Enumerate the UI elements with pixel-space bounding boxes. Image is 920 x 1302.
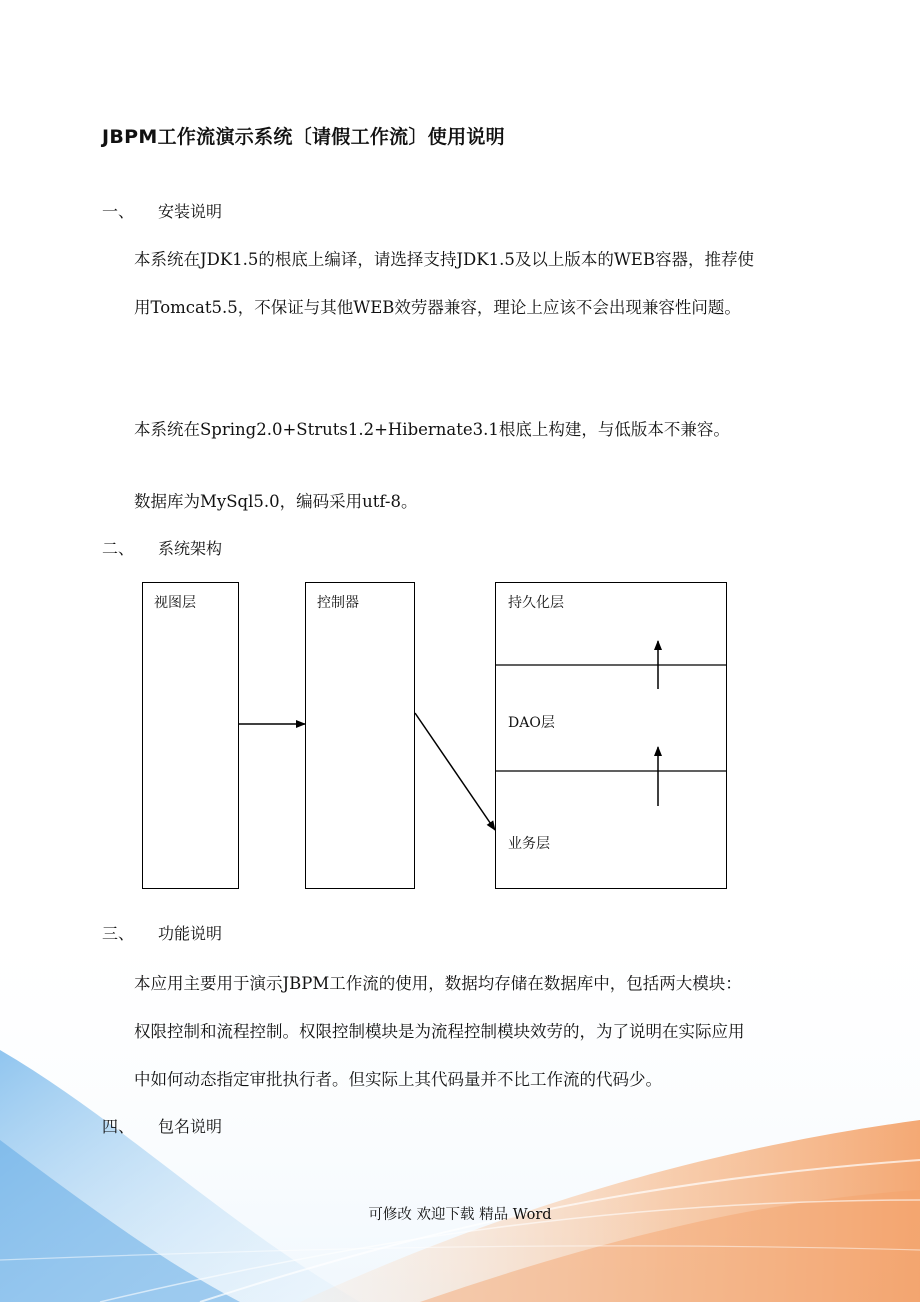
section-title: 安装说明 bbox=[158, 202, 223, 221]
view-layer-label: 视图层 bbox=[154, 595, 196, 611]
install-paragraph-line: 本系统在Spring2.0+Struts1.2+Hibernate3.1根底上构建，与低版本不兼容。 bbox=[134, 420, 730, 439]
install-paragraph-line: 用Tomcat5.5，不保证与其他WEB效劳器兼容，理论上应该不会出现兼容性问题。 bbox=[134, 298, 741, 317]
section-number: 三、 bbox=[102, 924, 135, 943]
controller-label: 控制器 bbox=[317, 595, 359, 611]
section-title: 功能说明 bbox=[158, 924, 223, 943]
dao-layer-label: DAO层 bbox=[508, 715, 555, 731]
section-features-heading bbox=[102, 921, 222, 944]
persistence-layer-label: 持久化层 bbox=[508, 595, 564, 611]
features-paragraph-line: 中如何动态指定审批执行者。但实际上其代码量并不比工作流的代码少。 bbox=[134, 1070, 662, 1089]
install-paragraph-line: 本系统在JDK1.5的根底上编译，请选择支持JDK1.5及以上版本的WEB容器，推荐使 bbox=[134, 250, 754, 269]
section-title: 系统架构 bbox=[158, 539, 223, 558]
install-paragraph-line: 数据库为MySql5.0，编码采用utf-8。 bbox=[134, 492, 418, 511]
section-number: 二、 bbox=[102, 539, 135, 558]
features-paragraph-line: 本应用主要用于演示JBPM工作流的使用，数据均存储在数据库中，包括两大模块： bbox=[134, 974, 742, 993]
features-paragraph-line: 权限控制和流程控制。权限控制模块是为流程控制模块效劳的，为了说明在实际应用 bbox=[134, 1022, 745, 1041]
service-layer-label: 业务层 bbox=[508, 836, 550, 852]
document-title: JBPM工作流演示系统〔请假工作流〕使用说明 bbox=[102, 126, 505, 148]
section-packages-heading bbox=[102, 1114, 222, 1137]
section-number: 四、 bbox=[102, 1117, 135, 1136]
section-number: 一、 bbox=[102, 202, 135, 221]
page-footer: 可修改 欢迎下载 精品 Word bbox=[368, 1207, 552, 1223]
section-title: 包名说明 bbox=[158, 1117, 223, 1136]
controller-to-service-arrow bbox=[415, 713, 495, 830]
